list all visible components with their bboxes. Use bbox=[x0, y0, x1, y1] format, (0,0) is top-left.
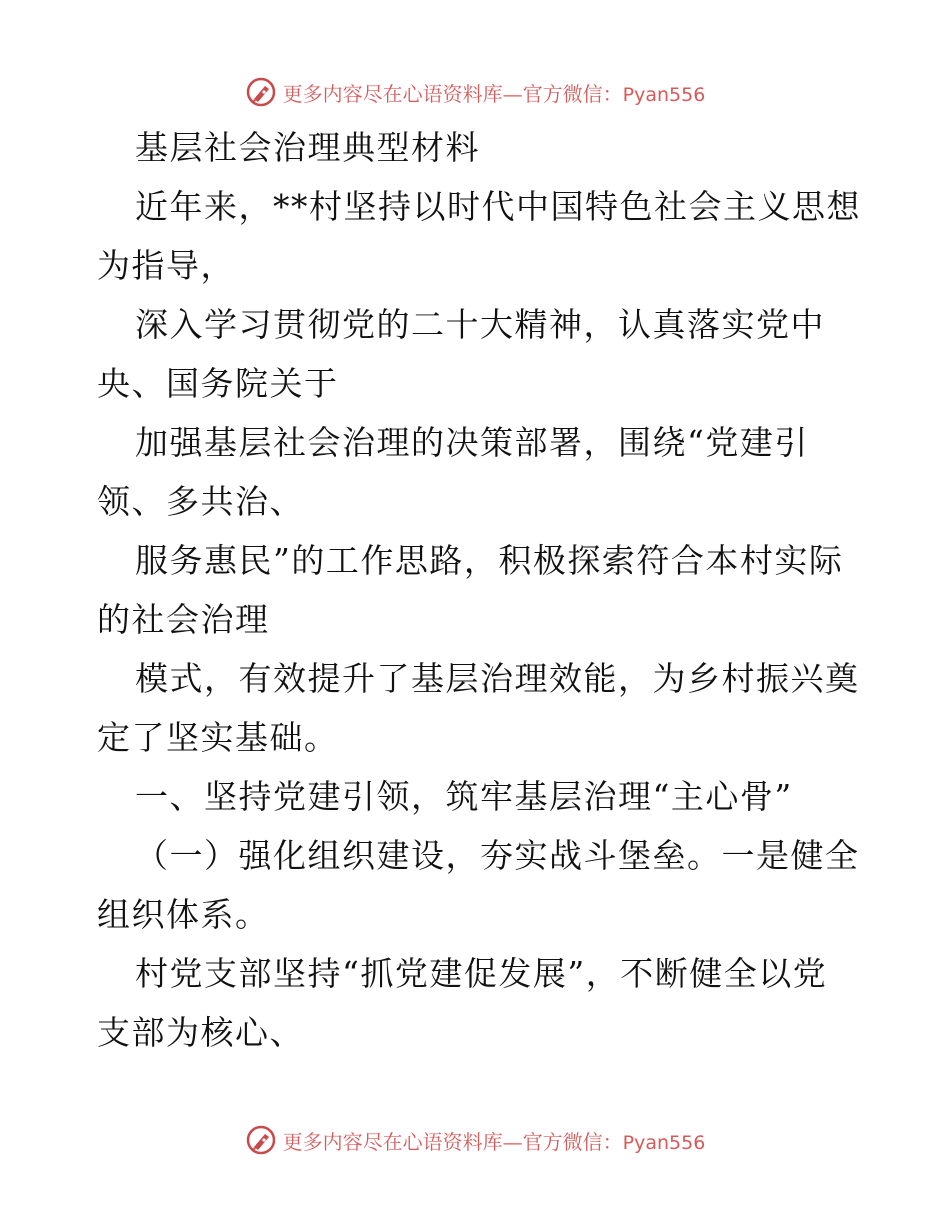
watermark-text bbox=[283, 1126, 706, 1155]
paragraph-line: 加强基层社会治理的决策部署，围绕“党建引 bbox=[135, 423, 809, 462]
paragraph-line: 支部为核心、 bbox=[97, 1013, 304, 1052]
paragraph-line: 为指导， bbox=[97, 246, 235, 285]
paragraph-line: 定了坚实基础。 bbox=[97, 718, 339, 757]
paragraph-line: 组织体系。 bbox=[97, 895, 270, 934]
subsection-heading: （一）强化组织建设，夯实战斗堡垒。一是健全 bbox=[135, 836, 860, 875]
watermark-wechat-id: Pyan556 bbox=[622, 83, 706, 106]
header-watermark bbox=[0, 72, 950, 112]
paragraph-line: 央、国务院关于 bbox=[97, 364, 339, 403]
watermark-wechat-id: Pyan556 bbox=[622, 1131, 706, 1154]
watermark-label: 更多内容尽在心语资料库—官方微信： bbox=[282, 1129, 623, 1154]
paragraph-line: 的社会治理 bbox=[97, 600, 270, 639]
paragraph-line: 模式，有效提升了基层治理效能，为乡村振兴奠 bbox=[135, 659, 860, 698]
paragraph-line: 服务惠民”的工作思路，积极探索符合本村实际 bbox=[135, 541, 844, 580]
footer-watermark bbox=[0, 1120, 950, 1160]
watermark-text bbox=[283, 78, 706, 107]
watermark-label: 更多内容尽在心语资料库—官方微信： bbox=[282, 81, 623, 106]
paragraph-line: 领、多共治、 bbox=[97, 482, 304, 521]
paragraph-line: 深入学习贯彻党的二十大精神，认真落实党中 bbox=[135, 305, 825, 344]
paragraph-line: 村党支部坚持“抓党建促发展”，不断健全以党 bbox=[135, 954, 828, 993]
document-body bbox=[97, 118, 861, 1062]
pen-nib-logo-icon bbox=[245, 1124, 277, 1156]
document-title: 基层社会治理典型材料 bbox=[135, 128, 480, 167]
paragraph-line: 近年来，**村坚持以时代中国特色社会主义思想 bbox=[135, 187, 861, 226]
pen-nib-logo-icon bbox=[245, 76, 277, 108]
section-heading: 一、坚持党建引领，筑牢基层治理“主心骨” bbox=[135, 777, 793, 816]
